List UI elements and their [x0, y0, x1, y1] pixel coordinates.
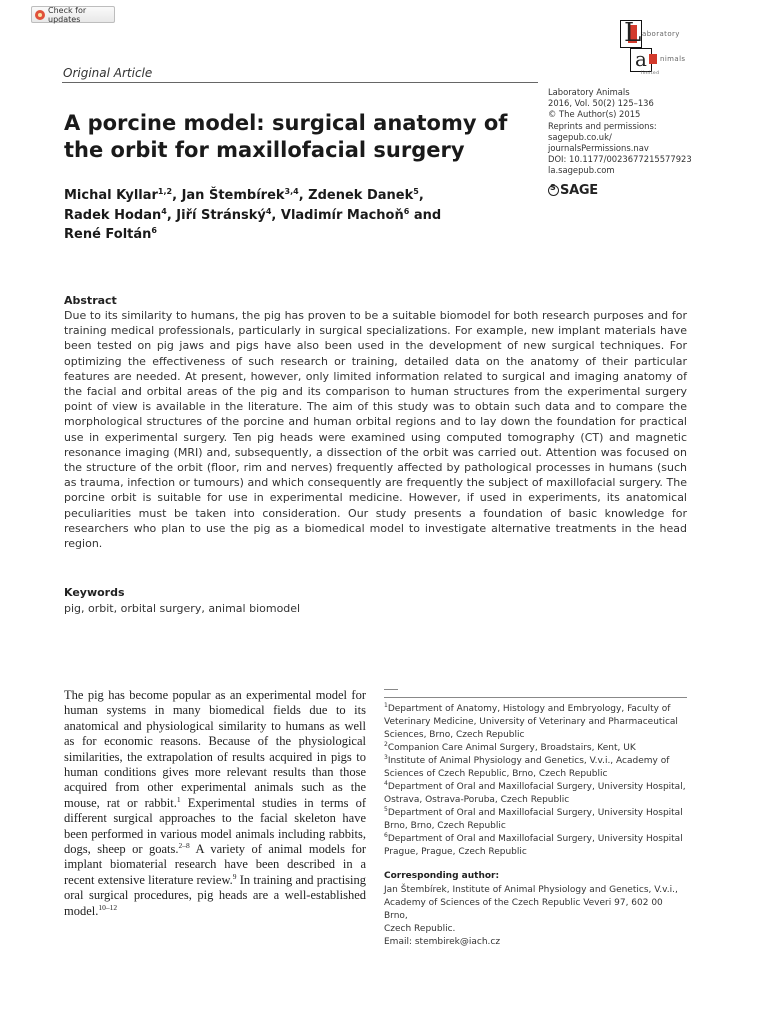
- corresponding-email[interactable]: Email: stembirek@iach.cz: [384, 937, 501, 947]
- affiliation-item: $^2$Companion Care Animal Surgery, Broadstairs, Kent, UK: [384, 741, 636, 753]
- author-affiliation-ref: 5: [413, 187, 419, 196]
- author-affiliation-ref: 6: [151, 226, 157, 235]
- author-name: Jan Štembírek: [181, 188, 285, 203]
- sage-logo: [548, 183, 598, 198]
- journal-volume: 2016, Vol. 50(2) 125–136: [548, 98, 654, 109]
- abstract-heading: Abstract: [64, 294, 117, 307]
- author-affiliation-ref: 4: [265, 206, 272, 216]
- author-affiliation-ref: 3,4: [284, 187, 299, 196]
- corresponding-line: Jan Štembírek, Institute of Animal Physiology and Genetics, V.v.i.,: [384, 885, 678, 895]
- author-affiliation-ref: 1,2: [157, 187, 173, 196]
- author-name: Zdenek Danek: [308, 188, 414, 203]
- logo-letter-l: L: [624, 18, 642, 48]
- corresponding-author-heading: Corresponding author:: [384, 871, 500, 881]
- introduction-paragraph: The pig has become popular as an experimental model for human systems in many biomedical fields due to its anatomical and physiological similarity to humans as well as for economic reasons. Because of the physiological similarities, the extrapolation of results acquired in pigs to human conditions gives more relevant results than those acquired from other experimental animals such as the mouse, rat or rabbit.$^1$ Experimental studies in terms of different surgical approaches to the facial skeleton have been performed in various model animals including rabbits, dogs, sheep or goats.$^{2-8}$ A variety of animal models for implant biomaterial research have been described in a recent extensive literature review.$^9$ In training and practising oral surgical procedures, pig heads are a well-established model.$^{10-12}$: [64, 688, 367, 918]
- journal-name: Laboratory Animals: [548, 87, 630, 97]
- crossmark-icon: [35, 10, 45, 20]
- sage-logo-text: SAGE: [560, 183, 598, 198]
- journal-url[interactable]: la.sagepub.com: [548, 165, 615, 176]
- author-name: Vladimír Machoň: [280, 207, 404, 223]
- keywords-heading: Keywords: [64, 586, 125, 599]
- copyright: © The Author(s) 2015: [548, 109, 641, 120]
- journal-logo: [620, 20, 700, 76]
- affiliation-item: $^1$Department of Anatomy, Histology and Embryology, Faculty of Veterinary Medicine, University of Veterinary and Pharmaceutical Sciences, Brno, Czech Republic: [384, 702, 678, 740]
- citation-ref[interactable]: 2–8: [178, 841, 190, 851]
- journal-info: [548, 87, 728, 177]
- reprints-link-path[interactable]: journalsPermissions.nav: [548, 143, 649, 154]
- doi[interactable]: DOI: 10.1177/0023677215577923: [548, 154, 692, 165]
- reprints-link[interactable]: sagepub.co.uk/: [548, 131, 612, 142]
- affiliation-item: $^4$Department of Oral and Maxillofacial Surgery, University Hospital, Ostrava, Ostrava-Poruba, Czech Republic: [384, 780, 686, 805]
- author-name: Radek Hodan: [64, 207, 162, 223]
- citation-ref[interactable]: 1: [176, 794, 181, 804]
- article-title: A porcine model: surgical anatomy of the orbit for maxillofacial surgery: [64, 111, 508, 162]
- author-affiliation-ref: 4: [161, 206, 167, 216]
- logo-letter-a: a: [635, 47, 647, 71]
- sage-circle-icon: [548, 185, 559, 196]
- abstract-text: Due to its similarity to humans, the pig has proven to be a suitable biomodel for both research purposes and for training medical professionals, particularly in surgical specializations. For example, new implant materials have been tested on pig jaws and pigs have also been used in the development of new surgical techniques. For optimizing the effectiveness of such research or training, detailed data on the anatomy of their particular features are needed. At present, however, only limited information related to surgical and imaging anatomy of the facial and orbital areas of the pig and its comparison to human structures from the experimental surgery point of view is available in the literature. The aim of this study was to obtain such data and to compare the morphological structures of the porcine and human orbital regions and to lay down the foundation for practical use in experimental surgery. Ten pig heads were examined using computed tomography (CT) and magnetic resonance imaging (MRI) and, subsequently, a dissection of the orbit was carried out. Attention was focused on the structure of the orbit (floor, rim and nerves) frequently affected by pathological processes in humans (such as trauma, infection or tumours) and which consequently are frequently the subject of maxillofacial surgery. The porcine orbit is suitable for use in experimental medicine. However, if used in experiments, its anatomical peculiarities must be taken into consideration. Our study presents a foundation of basic knowledge for researchers who plan to use the pig as a biomedical model to investigate alternative treatments in the head region.: [64, 309, 687, 551]
- author-name: Jiří Stránský: [176, 207, 266, 223]
- author-list: Michal Kyllar$^{1,2}$, Jan Štembírek$^{3,4}$, Zdenek Danek$^5$, Radek Hodan$^4$, Jiří Stránský$^4$, Vladimír Machoň$^6$ and René Foltán$^6$: [64, 187, 442, 242]
- check-for-updates-button[interactable]: [31, 6, 115, 23]
- citation-ref[interactable]: 10–12: [98, 902, 118, 912]
- affiliation-item: $^3$Institute of Animal Physiology and Genetics, V.v.i., Academy of Sciences of Czech Republic, Brno, Czech Republic: [384, 754, 670, 779]
- author-name: Michal Kyllar: [64, 188, 158, 203]
- keywords-text: pig, orbit, orbital surgery, animal biomodel: [64, 602, 301, 615]
- footnote-divider-short: [384, 689, 398, 690]
- check-for-updates-label: Check for updates: [48, 5, 87, 24]
- reprints-label: Reprints and permissions:: [548, 120, 657, 131]
- corresponding-line: Czech Republic.: [384, 924, 456, 934]
- logo-text-nimals: nimals: [660, 55, 686, 63]
- author-name: René Foltán: [64, 227, 152, 242]
- corresponding-line: Academy of Sciences of the Czech Republic Veveri 97, 602 00 Brno,: [384, 898, 663, 921]
- citation-ref[interactable]: 9: [232, 871, 237, 881]
- affiliations-list: [384, 703, 688, 859]
- footnote-divider: [384, 697, 687, 698]
- article-type: Original Article: [63, 66, 153, 80]
- corresponding-author-details: [384, 884, 688, 949]
- affiliation-item: $^5$Department of Oral and Maxillofacial Surgery, University Hospital Brno, Brno, Czech Republic: [384, 806, 683, 831]
- author-affiliation-ref: 6: [403, 206, 410, 216]
- logo-text-limited: limited: [641, 71, 660, 76]
- header-divider: [62, 82, 538, 83]
- affiliation-item: $^6$Department of Oral and Maxillofacial Surgery, University Hospital Prague, Prague, Czech Republic: [384, 832, 683, 857]
- logo-text-aboratory: aboratory: [642, 30, 680, 38]
